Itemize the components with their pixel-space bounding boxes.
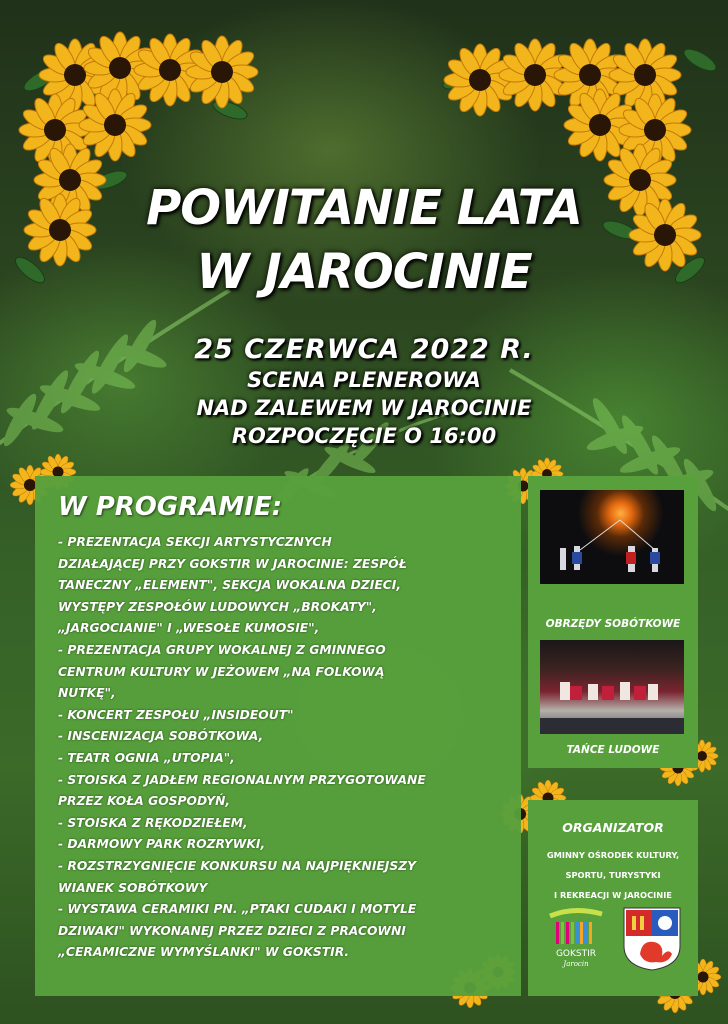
organizer-heading: ORGANIZATOR: [562, 820, 664, 835]
gokstir-logo-icon: [544, 906, 608, 968]
list-item: - PREZENTACJA GRUPY WOKALNEJ Z GMINNEGO CENTRUM KULTURY W JEŻOWEM „NA FOLKOWĄ NUTKĘ",: [58, 642, 386, 701]
list-item: - STOISKA Z JADŁEM REGIONALNYM PRZYGOTOWANE PRZEZ KOŁA GOSPODYŃ,: [58, 772, 426, 809]
list-item: - INSCENIZACJA SOBÓTKOWA,: [58, 729, 264, 744]
poster-title-line1: POWITANIE LATA: [146, 180, 582, 236]
list-item: - STOISKA Z RĘKODZIEŁEM,: [58, 815, 248, 830]
event-start-time: ROZPOCZĘCIE O 16:00: [231, 424, 497, 448]
event-date: 25 CZERWCA 2022 R.: [194, 334, 534, 365]
program-heading: W PROGRAMIE:: [58, 492, 283, 522]
logo-text: GOKSTIR: [555, 949, 597, 959]
organizer-name: [528, 845, 698, 905]
event-venue-line1: SCENA PLENEROWA: [247, 368, 481, 392]
organizer-line: GMINNY OŚRODEK KULTURY,: [546, 850, 680, 860]
list-item: - KONCERT ZESPOŁU „INSIDEOUT": [58, 707, 294, 722]
program-list: [58, 532, 508, 964]
list-item: - TEATR OGNIA „UTOPIA",: [58, 750, 235, 765]
list-item: - DARMOWY PARK ROZRYWKI,: [58, 837, 266, 852]
poster-title-line2: W JAROCINIE: [196, 244, 532, 300]
event-venue-line2: NAD ZALEWEM W JAROCINIE: [196, 396, 532, 420]
photo-caption-rites: OBRZĘDY SOBÓTKOWE: [545, 618, 681, 630]
coat-of-arms-icon: [622, 906, 682, 972]
logo-subtext: Jarocin: [563, 960, 589, 968]
list-item: - ROZSTRZYGNIĘCIE KONKURSU NA NAJPIĘKNIEJSZY WIANEK SOBÓTKOWY: [58, 858, 417, 895]
photo-caption-dances: TAŃCE LUDOWE: [566, 744, 660, 756]
list-item: - WYSTAWA CERAMIKI PN. „PTAKI CUDAKI I MOTYLE DZIWAKI" WYKONANEJ PRZEZ DZIECI Z PRACOWNI „CERAMICZNE WYMYŚLANKI" W GOKSTIR.: [58, 902, 417, 960]
photo-folk-dances: [540, 640, 684, 734]
organizer-line: SPORTU, TURYSTYKI: [565, 870, 661, 880]
photo-sobotka-rites: [540, 490, 684, 584]
list-item: - PREZENTACJA SEKCJI ARTYSTYCZNYCH DZIAŁAJĄCEJ PRZY GOKSTIR W JAROCINIE: ZESPÓŁ TANECZNY „ELEMENT", SEKCJA WOKALNA DZIECI, WYSTĘPY ZESPOŁÓW LUDOWYCH „BROKATY", „JARGOCIANIE" I „WESOŁE KUMOSIE",: [58, 535, 407, 636]
organizer-line: I REKREACJI W JAROCINIE: [554, 890, 672, 900]
